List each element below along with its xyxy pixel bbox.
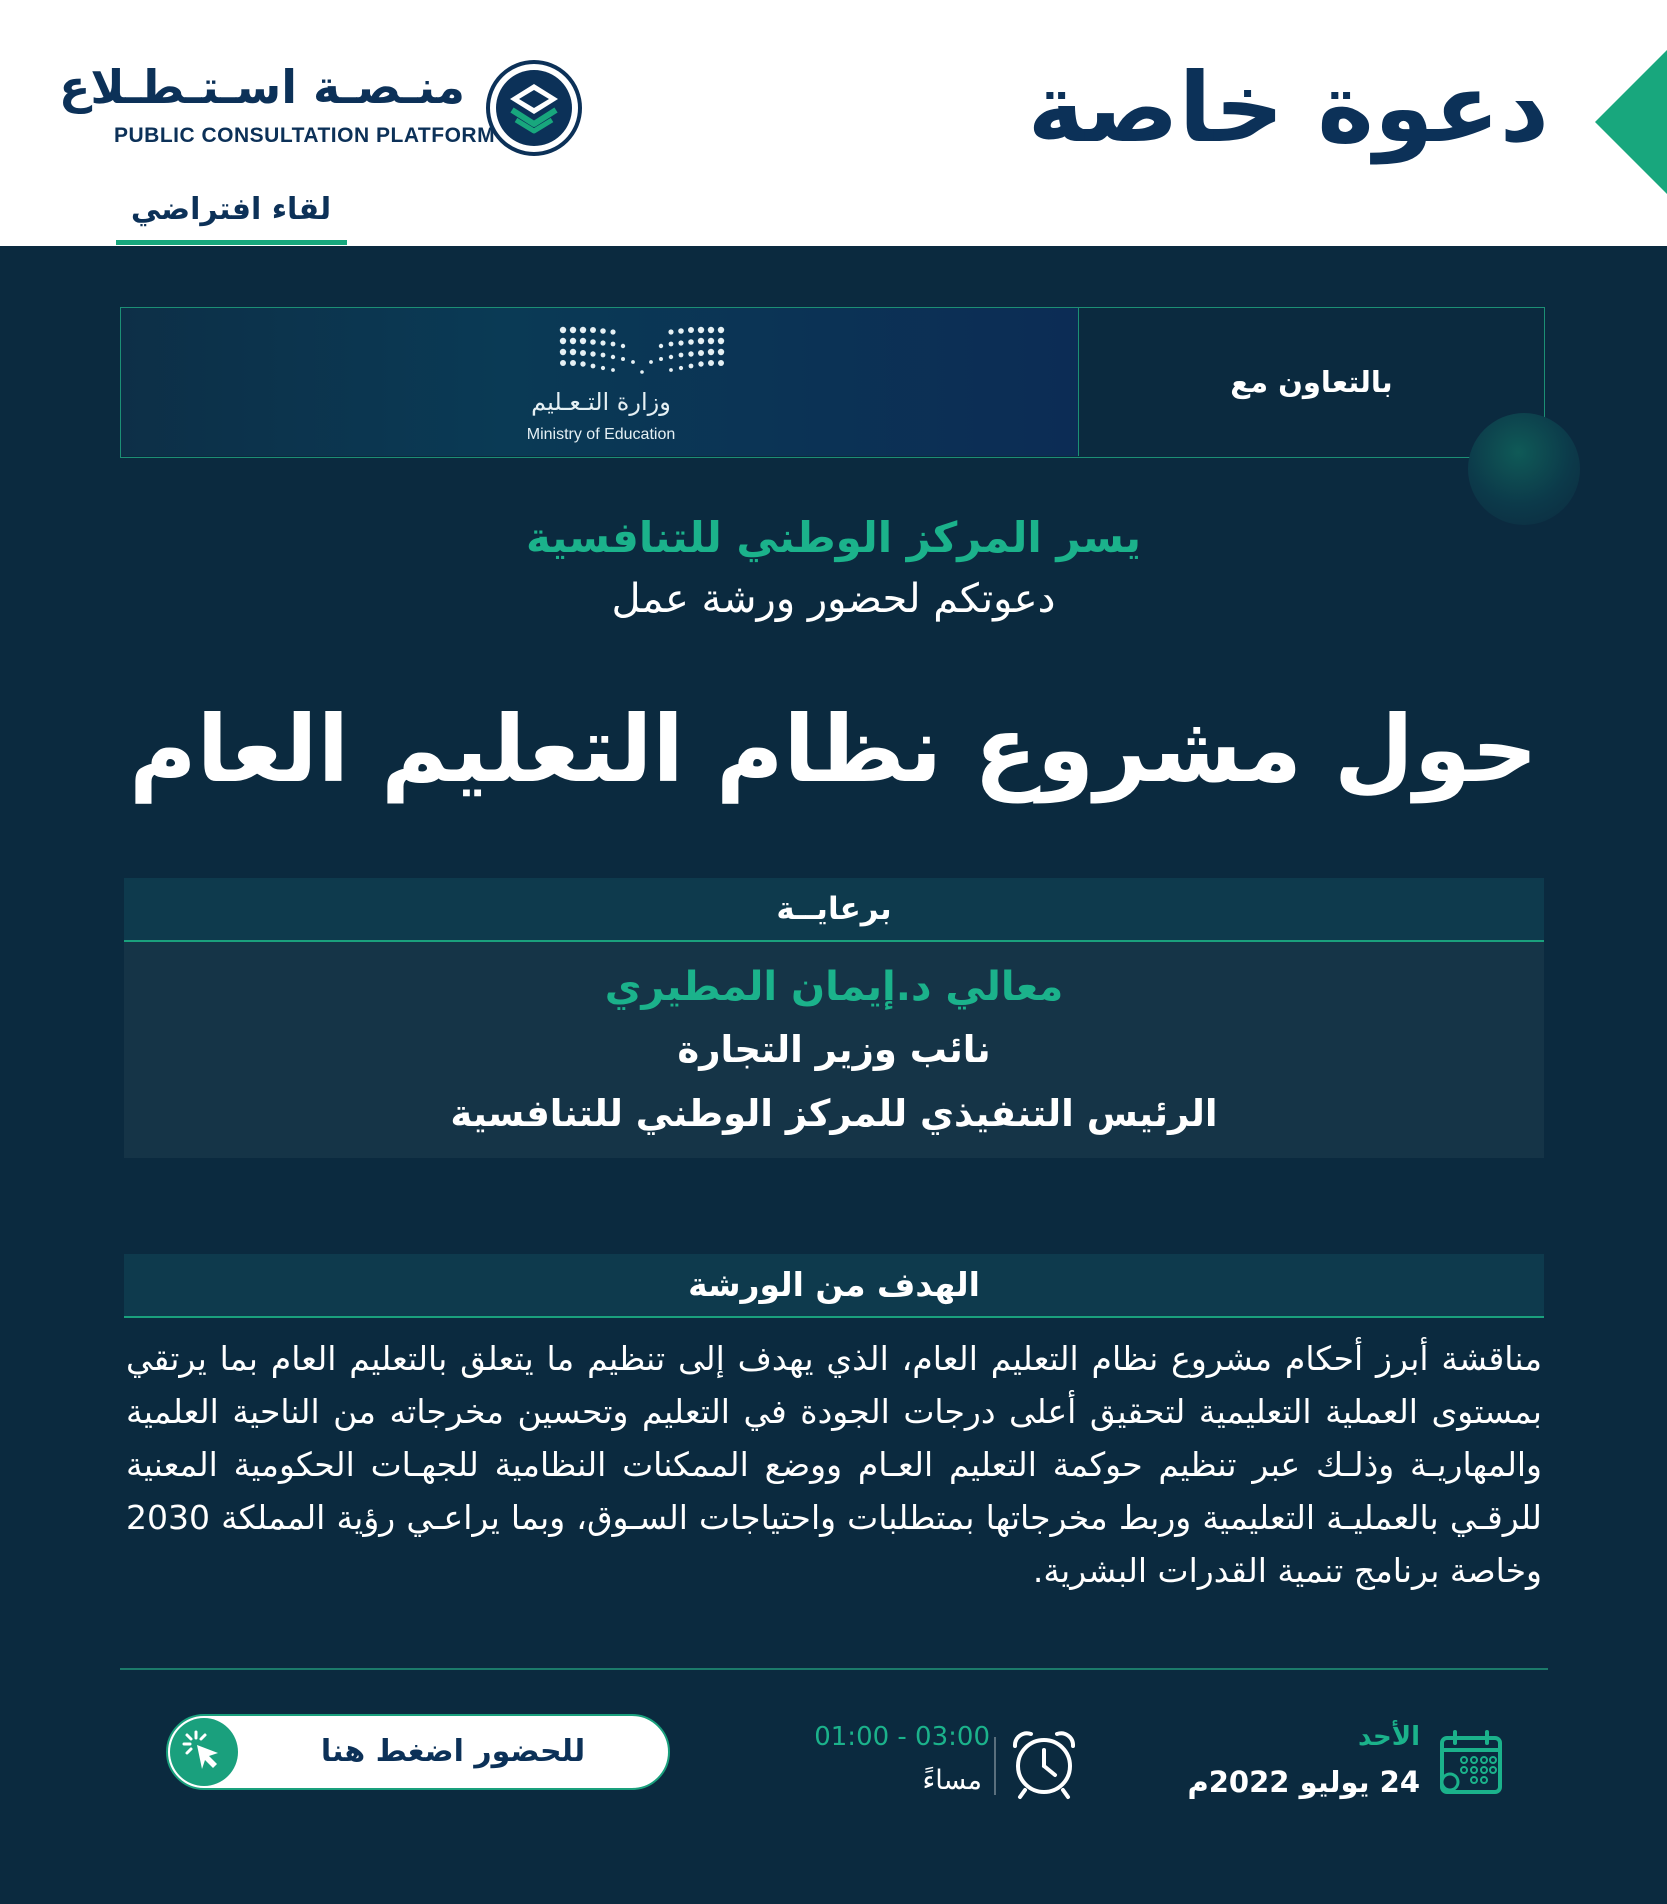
partner-label: بالتعاون مع [1230, 365, 1393, 399]
consultation-logo-icon [486, 60, 582, 156]
attend-button-label: للحضور اضغط هنا [320, 1734, 586, 1769]
invitation-title: دعوة خاصة [1027, 52, 1549, 164]
event-period: مساءً [922, 1765, 982, 1796]
ministry-name-ar: وزارة التـعـليم [531, 388, 671, 416]
meeting-type-underline [116, 240, 347, 245]
objective-label: الهدف من الورشة [688, 1265, 980, 1304]
event-time: 01:00 - 03:00 [814, 1722, 990, 1752]
patron-organization: الرئيس التنفيذي للمركز الوطني للتنافسية [450, 1092, 1218, 1135]
attend-icon-circle [170, 1718, 238, 1786]
decorative-circle [1468, 413, 1580, 525]
footer-divider [120, 1668, 1548, 1670]
partner-logo-panel [121, 308, 1079, 456]
workshop-title: حول مشروع نظام التعليم العام [129, 696, 1538, 803]
cursor-click-icon [170, 1718, 238, 1786]
ministry-logo-icon [557, 322, 727, 382]
patron-role: نائب وزير التجارة [677, 1028, 991, 1071]
calendar-icon [1438, 1730, 1504, 1796]
objective-text: مناقشة أبرز أحكام مشروع نظام التعليم العام، الذي يهدف إلى تنظيم ما يتعلق بالتعليم العام بما يرتقي بمستوى العملية التعليمية لتحقيق أعلى درجات الجودة في التعليم وتحسين مخرجاته من الناحية العلمية والمهاريـة وذلـك عبر تنظيم حوكمة التعليم العـام ووضع الممكنات النظامية للجهـات الحكومية المعنية للرقـي بالعمليـة التعليمية وربط مخرجاتها بمتطلبات واحتياجات السـوق، وبما يراعـي رؤية المملكة 2030 وخاصة برنامج تنمية القدرات البشرية. [126, 1339, 1542, 1590]
platform-name-ar: منـصـة اسـتـطـلاع [58, 60, 465, 114]
attend-button[interactable] [166, 1714, 670, 1790]
objective-header [124, 1254, 1544, 1318]
host-organization: يسر المركز الوطني للتنافسية [525, 513, 1142, 562]
footer-separator [994, 1737, 996, 1795]
patronage-body [124, 942, 1544, 1158]
ministry-name-en: Ministry of Education [526, 426, 676, 443]
event-day: الأحد [1357, 1722, 1420, 1752]
patron-name: معالي د.إيمان المطيري [604, 964, 1064, 1010]
partner-box [120, 307, 1545, 458]
invitation-text: دعوتكم لحضور ورشة عمل [611, 576, 1056, 622]
meeting-type-label: لقاء افتراضي [130, 192, 332, 227]
header-accent-triangle [1595, 50, 1667, 194]
patronage-header [124, 878, 1544, 942]
event-date: 24 يوليو 2022م [1187, 1765, 1420, 1799]
alarm-clock-icon [1009, 1728, 1079, 1800]
platform-name-en: PUBLIC CONSULTATION PLATFORM [114, 124, 496, 147]
patronage-label: برعايــة [776, 891, 892, 927]
header [0, 0, 1667, 246]
